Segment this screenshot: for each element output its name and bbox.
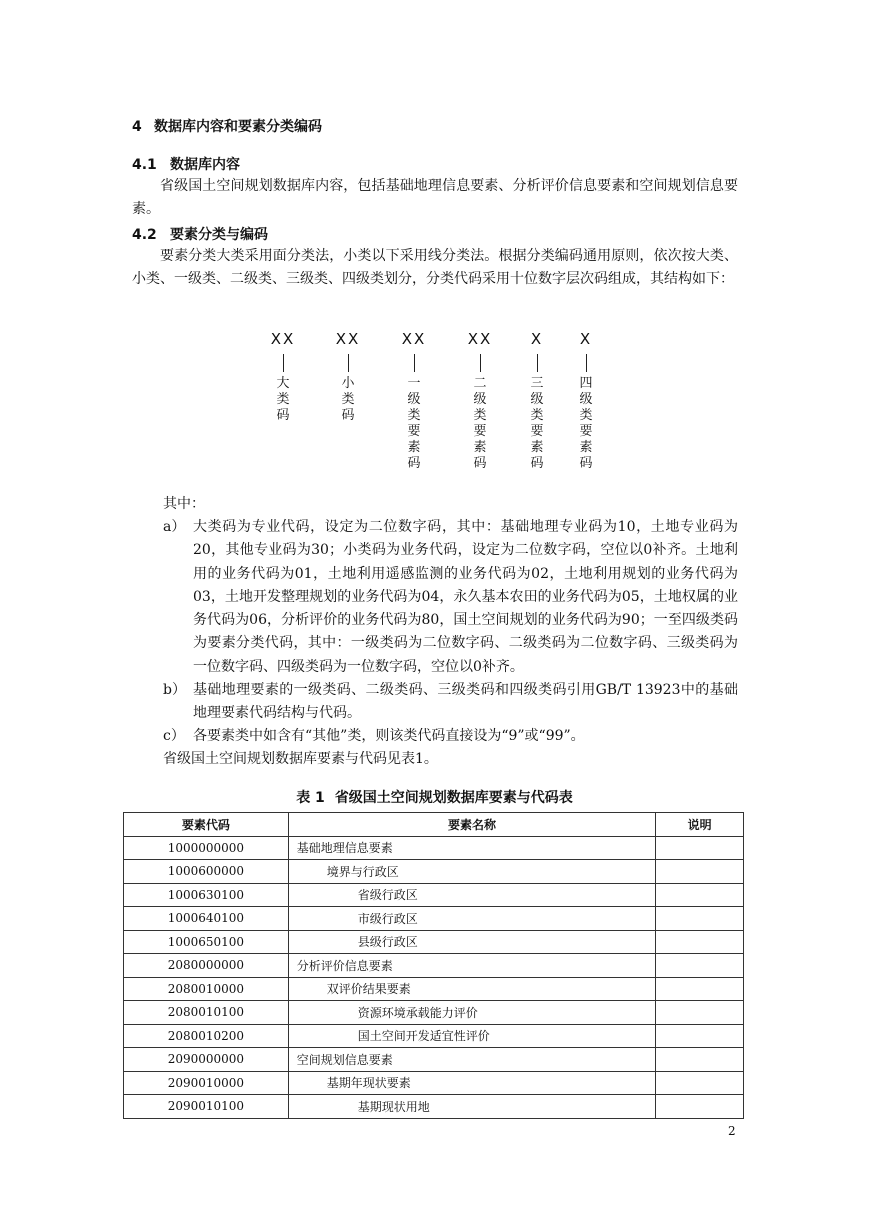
cell-note (656, 883, 744, 907)
table-row (124, 1071, 744, 1095)
connector-line (348, 354, 349, 372)
cell-note (656, 954, 744, 978)
cell-code: 1000650100 (124, 930, 289, 954)
list-text: 各要素类中如含有“其他”类，则该类代码直接设为“9”或“99”。 (193, 728, 585, 744)
table-row (124, 1048, 744, 1072)
code-part-label: 大类码 (276, 376, 290, 423)
column-header-note: 说明 (656, 813, 744, 837)
cell-name: 市级行政区 (288, 907, 655, 931)
table-row (124, 1095, 744, 1119)
cell-name: 基础地理信息要素 (288, 836, 655, 860)
cell-note (656, 930, 744, 954)
code-part-label: 二级类要素码 (473, 376, 487, 471)
cell-note (656, 836, 744, 860)
cell-note (656, 1048, 744, 1072)
table-row (124, 1001, 744, 1025)
cell-name: 双评价结果要素 (288, 977, 655, 1001)
cell-code: 2090010000 (124, 1071, 289, 1095)
subsection-title: 数据库内容 (170, 157, 240, 173)
list-text: 基础地理要素的一级类码、二级类码、三级类码和四级类码引用GB/T 13923中的基础地理要素代码结构与代码。 (193, 682, 738, 722)
table-caption-text: 省级国土空间规划数据库要素与代码表 (334, 790, 573, 806)
subsection-number: 4.2 (132, 227, 157, 243)
subsection-heading-4-2 (132, 224, 268, 244)
cell-code: 1000640100 (124, 907, 289, 931)
cell-code: 2080010000 (124, 977, 289, 1001)
cell-name: 空间规划信息要素 (288, 1048, 655, 1072)
code-part-label: 小类码 (341, 376, 355, 423)
code-part-label: 四级类要素码 (579, 376, 593, 471)
table-caption-number: 表 1 (296, 790, 325, 806)
list-item-b (163, 679, 738, 726)
cell-code: 2090010100 (124, 1095, 289, 1119)
list-marker: c） (163, 728, 185, 744)
code-placeholder: XX (401, 330, 427, 348)
cell-note (656, 1071, 744, 1095)
feature-code-table (123, 812, 744, 1119)
code-part-major (263, 330, 303, 424)
table-row (124, 930, 744, 954)
cell-name: 分析评价信息要素 (288, 954, 655, 978)
table-row (124, 954, 744, 978)
cell-code: 1000630100 (124, 883, 289, 907)
column-header-name: 要素名称 (288, 813, 655, 837)
list-marker: a） (163, 519, 186, 535)
paragraph-4-2: 要素分类大类采用面分类法，小类以下采用线分类法。根据分类编码通用原则，依次按大类、小类、一级类、二级类、三级类、四级类划分，分类代码采用十位数字层次码组成，其结构如下： (132, 248, 738, 288)
subsection-title: 要素分类与编码 (170, 227, 268, 243)
connector-line (586, 354, 587, 372)
list-item-a (163, 516, 738, 679)
table-header-row (124, 813, 744, 837)
cell-name: 基期现状用地 (288, 1095, 655, 1119)
table-row (124, 1024, 744, 1048)
table-row (124, 860, 744, 884)
connector-line (537, 354, 538, 372)
cell-code: 1000600000 (124, 860, 289, 884)
code-part-level2 (460, 330, 500, 472)
cell-code: 2090000000 (124, 1048, 289, 1072)
connector-line (414, 354, 415, 372)
subsection-heading-4-1 (132, 154, 240, 174)
section-heading (132, 116, 322, 136)
cell-name: 基期年现状要素 (288, 1071, 655, 1095)
table-caption (0, 787, 869, 807)
section-number: 4 (132, 119, 142, 135)
table-reference-line: 省级国土空间规划数据库要素与代码见表1。 (163, 751, 438, 767)
cell-note (656, 1024, 744, 1048)
cell-code: 1000000000 (124, 836, 289, 860)
code-part-level4 (566, 330, 606, 472)
cell-note (656, 907, 744, 931)
code-placeholder: XX (335, 330, 361, 348)
subsection-number: 4.1 (132, 157, 157, 173)
list-item-c (163, 725, 738, 748)
connector-line (480, 354, 481, 372)
code-part-label: 一级类要素码 (407, 376, 421, 471)
cell-code: 2080000000 (124, 954, 289, 978)
cell-note (656, 860, 744, 884)
list-marker: b） (163, 682, 186, 698)
qizhong-label: 其中： (163, 496, 205, 512)
section-title: 数据库内容和要素分类编码 (154, 119, 322, 135)
connector-line (283, 354, 284, 372)
cell-name: 资源环境承载能力评价 (288, 1001, 655, 1025)
cell-code: 2080010100 (124, 1001, 289, 1025)
cell-name: 省级行政区 (288, 883, 655, 907)
table-row (124, 883, 744, 907)
cell-name: 境界与行政区 (288, 860, 655, 884)
code-part-label: 三级类要素码 (530, 376, 544, 471)
code-placeholder: XX (270, 330, 296, 348)
table-row (124, 907, 744, 931)
page-number: 2 (728, 1124, 736, 1138)
cell-note (656, 1001, 744, 1025)
code-placeholder: X (530, 330, 544, 348)
column-header-code: 要素代码 (124, 813, 289, 837)
code-placeholder: X (579, 330, 593, 348)
table-row (124, 977, 744, 1001)
cell-note (656, 977, 744, 1001)
cell-note (656, 1095, 744, 1119)
code-part-level1 (394, 330, 434, 472)
list-text: 大类码为专业代码，设定为二位数字码，其中：基础地理专业码为10，土地专业码为20，其他专业码为30；小类码为业务代码，设定为二位数字码，空位以0补齐。土地利用的业务代码为01，土地利用遥感监测的业务代码为02，土地利用规划的业务代码为03，土地开发整理规划的业务代码为04，永久基本农田的业务代码为05，土地权属的业务代码为06，分析评价的业务代码为80，国土空间规划的业务代码为90；一至四级类码为要素分类代码，其中：一级类码为二位数字码、二级类码为二位数字码、三级类码为一位数字码、四级类码为一位数字码，空位以0补齐。 (193, 519, 738, 675)
code-part-level3 (517, 330, 557, 472)
cell-name: 县级行政区 (288, 930, 655, 954)
table-row (124, 836, 744, 860)
paragraph-4-1: 省级国土空间规划数据库内容，包括基础地理信息要素、分析评价信息要素和空间规划信息要素。 (132, 178, 738, 218)
code-part-minor (328, 330, 368, 424)
cell-name: 国土空间开发适宜性评价 (288, 1024, 655, 1048)
cell-code: 2080010200 (124, 1024, 289, 1048)
code-placeholder: XX (467, 330, 493, 348)
